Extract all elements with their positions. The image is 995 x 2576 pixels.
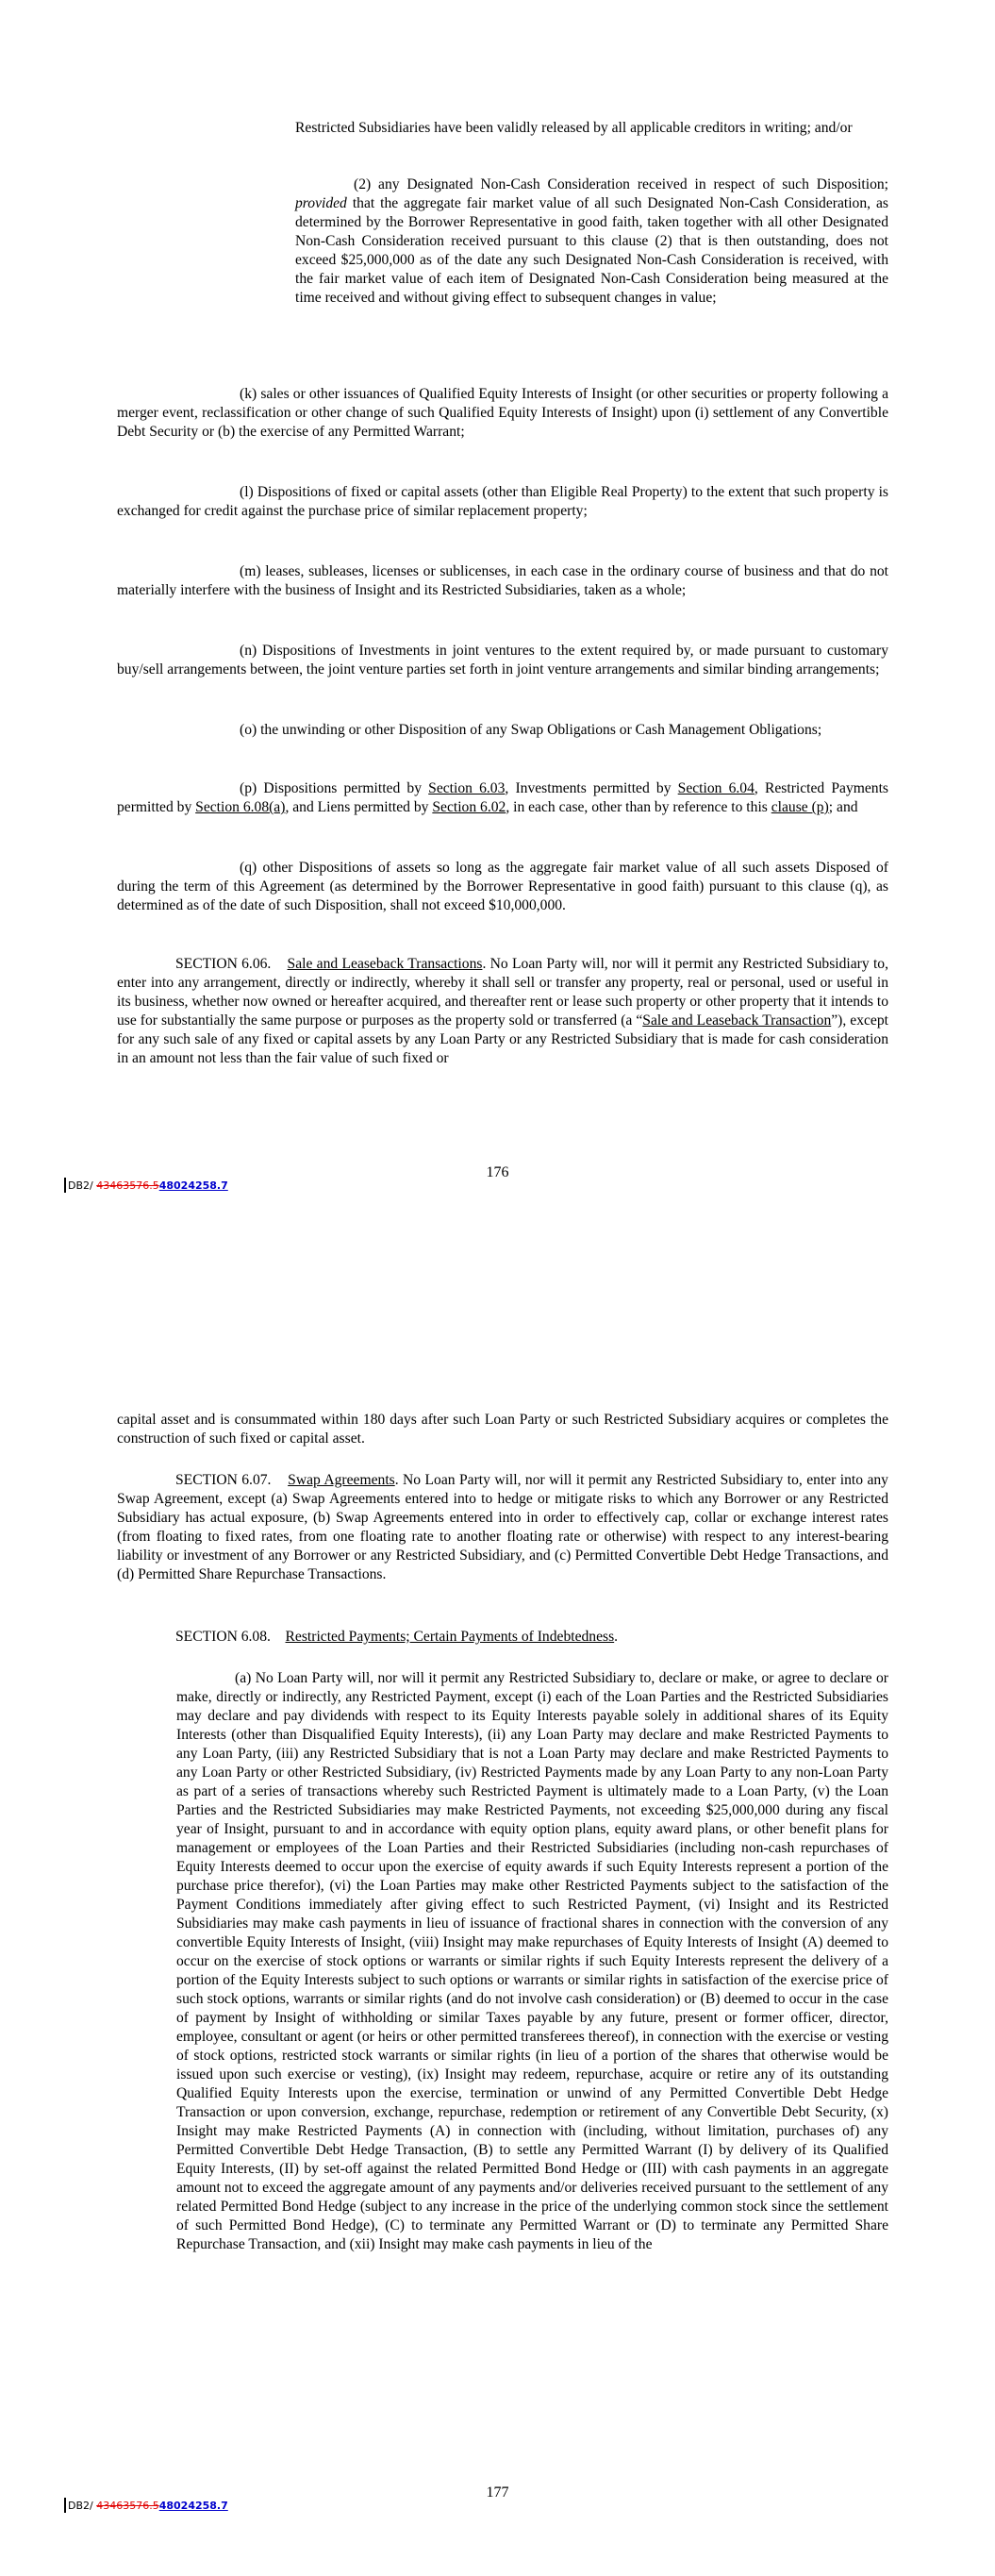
section-6-08-heading	[117, 1628, 888, 1647]
p-text-2: , Investments permitted by	[505, 780, 678, 796]
section-6-07-title: Swap Agreements	[288, 1472, 395, 1488]
section-6-06-number: SECTION 6.06.	[175, 956, 272, 972]
footer-new-id: 48024258.7	[158, 1179, 228, 1192]
paragraph-n: (n) Dispositions of Investments in joint ventures to the extent required by, or made pursuant to customary buy/sell arrangements between, the joint venture parties set forth in joint venture arrangements and similar binding arrangements;	[117, 643, 888, 677]
section-6-08-title: Restricted Payments; Certain Payments of Indebtedness	[285, 1629, 615, 1645]
paragraph-k: (k) sales or other issuances of Qualified Equity Interests of Insight (or other securities or property following a merger event, reclassification or other change of such Qualified Equity Interests of Insight) upon (i) settlement of any Convertible Debt Security or (b) the exercise of any Permitted Warrant;	[117, 386, 888, 440]
p-text-5: , in each case, other than by reference to this	[506, 799, 771, 815]
section-6-06-text-2: ”), except for any such sale of any fixed or capital assets by any Loan Party or any Restricted Subsidiary that is made for cash consideration in an amount not less than the fair value of such fixed or	[117, 1012, 888, 1066]
paragraph-clause-2	[295, 176, 888, 308]
p-text-4: , and Liens permitted by	[285, 799, 433, 815]
paragraph-continued: capital asset and is consummated within 180 days after such Loan Party or such Restricted Subsidiary acquires or completes the construction of such fixed or capital asset.	[117, 1412, 888, 1447]
page-number: 176	[486, 1164, 509, 1180]
document-footer	[68, 1179, 228, 1192]
section-6-04-ref: Section 6.04	[677, 780, 755, 796]
section-6-08a-ref: Section 6.08(a)	[195, 799, 286, 815]
section-6-07-text: . No Loan Party will, nor will it permit any Restricted Subsidiary to, enter into any Swap Agreement, except (a) Swap Agreements entered into to hedge or mitigate risks to which any Borrower or any Restricted Subsidiary has actual exposure, (b) Swap Agreements entered into in order to effectively cap, collar or exchange interest rates (from floating to fixed rates, from one floating rate to another floating rate or otherwise) with respect to any interest-bearing liability or investment of any Borrower or any Restricted Subsidiary, and (c) Permitted Convertible Debt Hedge Transactions, and (d) Permitted Share Repurchase Transactions.	[117, 1472, 888, 1582]
paragraph-a: (a) No Loan Party will, nor will it permit any Restricted Subsidiary to, declare or make, or agree to declare or make, directly or indirectly, any Restricted Payment, except (i) each of the Loan Parties and the Restricted Subsidiaries may declare and pay dividends with respect to its Equity Interests payable solely in additional shares of its Equity Interests (other than Disqualified Equity Interests), (ii) any Loan Party may declare and make Restricted Payments to any Loan Party, (iii) any Restricted Subsidiary that is not a Loan Party may declare and make Restricted Payments to any Loan Party or other Restricted Subsidiary, (iv) Restricted Payments made by any Loan Party to any non-Loan Party as part of a series of transactions whereby such Restricted Payment is ultimately made to a Loan Party, (v) the Loan Parties and the Restricted Subsidiaries may make Restricted Payments, not exceeding $25,000,000 during any fiscal year of Insight, pursuant to and in accordance with equity option plans, equity award plans, or other benefit plans for management or employees of the Loan Parties and their Restricted Subsidiaries (including non-cash repurchases of Equity Interests deemed to occur upon the exercise of equity awards if such Equity Interests represent a portion of the purchase price therefor), (vi) the Loan Parties may make other Restricted Payments subject to the satisfaction of the Payment Conditions immediately after giving effect to such Restricted Payment, (vi) Insight and its Restricted Subsidiaries may make cash payments in lieu of issuance of fractional shares in connection with the conversion of any convertible Equity Interests of Insight, (viii) Insight may make repurchases of Equity Interests of Insight (A) deemed to occur on the exercise of stock options or warrants or similar rights if such Equity Interests represent the delivery of a portion of the Equity Interests subject to such options or warrants or similar rights in satisfaction of the exercise price of such stock options, warrants or similar rights (and do not involve cash consideration) or (B) deemed to occur in the case of payment by Insight of withholding or similar Taxes payable by any future, present or former officer, director, employee, consultant or agent (or heirs or other permitted transferees thereof), in connection with the exercise or vesting of stock options, restricted stock warrants or similar rights (in lieu of a portion of the shares that otherwise would be issued upon such exercise or vesting), (ix) Insight may redeem, repurchase, acquire or retire any of its outstanding Qualified Equity Interests upon the exercise, termination or unwind of any Permitted Convertible Debt Hedge Transaction or upon conversion, exchange, repurchase, redemption or retirement of any Convertible Debt Security, (x) Insight may make Restricted Payments (A) in connection with (including, without limitation, purchases of) any Permitted Convertible Debt Hedge Transaction, (B) to settle any Permitted Warrant (I) by delivery of its Qualified Equity Interests, (II) by set-off against the related Permitted Bond Hedge or (III) with cash payments in an aggregate amount not to exceed the aggregate amount of any payments and/or deliveries received pursuant to the settlement of any related Permitted Bond Hedge (subject to any increase in the price of the underlying common stock since the settlement of such Permitted Bond Hedge), (C) to terminate any Permitted Warrant or (D) to terminate any Permitted Share Repurchase Transaction, and (xii) Insight may make cash payments in lieu of the	[176, 1670, 888, 2252]
footer-prefix: DB2/	[68, 1179, 97, 1192]
section-6-06-title: Sale and Leaseback Transactions	[287, 956, 483, 972]
paragraph-released: Restricted Subsidiaries have been validly released by all applicable creditors in writing; and/or	[295, 120, 853, 136]
page-number: 177	[486, 2484, 509, 2501]
section-6-03-ref: Section 6.03	[428, 780, 506, 796]
section-6-06-text-1: . No Loan Party will, nor will it permit any Restricted Subsidiary to, enter into any arrangement, directly or indirectly, whereby it shall sell or transfer any property, real or personal, used or useful in its business, whether now owned or hereafter acquired, and thereafter rent or lease such property or other property that it intends to use for substantially the same purpose or purposes as the property sold or transferred (a “	[117, 956, 888, 1029]
section-6-08-period: .	[614, 1629, 619, 1645]
p-text-1: (p) Dispositions permitted by	[240, 780, 429, 796]
paragraph-m: (m) leases, subleases, licenses or sublicenses, in each case in the ordinary course of business and that do not materially interfere with the business of Insight and its Restricted Subsidiaries, taken as a whole;	[117, 563, 888, 598]
sale-leaseback-term: Sale and Leaseback Transaction	[642, 1012, 832, 1029]
section-6-07-number: SECTION 6.07.	[175, 1472, 272, 1488]
footer-prefix: DB2/	[68, 2500, 97, 2512]
page-177	[0, 1288, 995, 2576]
clause-p-ref: clause (p)	[771, 799, 829, 815]
footer-old-id: 43463576.5	[96, 1179, 159, 1192]
document-footer	[68, 2500, 228, 2512]
section-6-02-ref: Section 6.02	[432, 799, 506, 815]
paragraph-q: (q) other Dispositions of assets so long as the aggregate fair market value of all such assets Disposed of during the term of this Agreement (as determined by the Borrower Representative in good faith) pursuant to this clause (q), as determined as of the date of such Disposition, shall not exceed $10,000,000.	[117, 860, 888, 913]
p-text-3: , Restricted Payments permitted by	[117, 780, 888, 815]
clause-2-rest: that the aggregate fair market value of all such Designated Non-Cash Consideration, as determined by the Borrower Representative in good faith, taken together with all other Designated Non-Cash Consideration received pursuant to this clause (2) that is then outstanding, does not exceed $25,000,000 as of the date any such Designated Non-Cash Consideration is received, with the fair market value of each item of Designated Non-Cash Consideration being measured at the time received and without giving effect to subsequent changes in value;	[295, 195, 888, 306]
clause-2-provided: provided	[295, 195, 347, 211]
change-bar	[64, 1178, 66, 1193]
footer-old-id: 43463576.5	[96, 2500, 159, 2512]
paragraph-p	[117, 779, 888, 817]
section-6-08-number: SECTION 6.08.	[175, 1629, 271, 1645]
section-6-07-paragraph	[117, 1471, 888, 1584]
clause-2-start: (2) any Designated Non-Cash Consideration received in respect of such Disposition;	[354, 176, 888, 192]
footer-new-id: 48024258.7	[158, 2500, 228, 2512]
paragraph-l: (l) Dispositions of fixed or capital assets (other than Eligible Real Property) to the extent that such property is exchanged for credit against the purchase price of similar replacement property;	[117, 484, 888, 519]
p-text-6: ; and	[828, 799, 858, 815]
change-bar	[64, 2498, 66, 2513]
paragraph-o: (o) the unwinding or other Disposition of any Swap Obligations or Cash Management Obligations;	[240, 722, 822, 738]
section-6-06-paragraph	[117, 955, 888, 1068]
